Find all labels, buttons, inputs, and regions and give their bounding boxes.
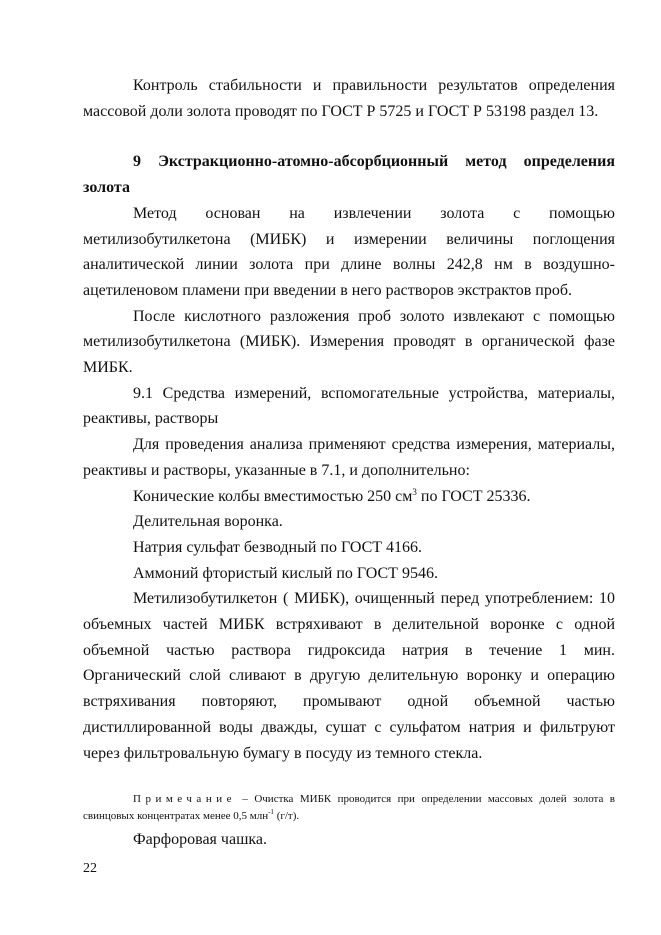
note: Примечание – Очистка МИБК проводится при определении массовых долей золота в свинцовых концентратах менее 0,5 млн$^{-1}$ (г/т). — [83, 793, 615, 823]
paragraph-quality-control: Контроль стабильности и правильности результатов определения массовой доли золота проводят по ГОСТ Р 5725 и ГОСТ Р 53198 раздел 13. — [83, 77, 615, 120]
subsection-heading-9-1: 9.1 Средства измерений, вспомогательные устройства, материалы, реактивы, растворы — [83, 384, 615, 428]
page-number: 22 — [83, 861, 97, 876]
list-item-ammonium-fluoride: Аммоний фтористый кислый по ГОСТ 9546. — [133, 564, 438, 582]
list-item-flasks: Конические колбы вместимостью 250 $см^3$ по ГОСТ 25336. — [133, 486, 531, 505]
paragraph-method-basis: Метод основан на извлечении золота с помощью метилизобутилкетона (МИБК) и измерении величины поглощения аналитической линии золота при длине волны 242,8 нм в воздушно-ацетиленовом пламени при введении в него растворов экстрактов проб. — [83, 204, 615, 299]
paragraph-instruments: Для проведения анализа применяют средства измерения, материалы, реактивы и растворы, указанные в 7.1, и дополнительно: — [83, 436, 615, 479]
section-heading-9: 9 Экстракционно-атомно-абсорбционный метод определения золота — [83, 153, 615, 197]
paragraph-extraction: После кислотного разложения проб золото извлекают с помощью метилизобутилкетона (МИБК). Измерения проводят в органической фазе МИБК. — [83, 307, 615, 377]
paragraph-mibk-purification: Метилизобутилкетон ( МИБК), очищенный перед употреблением: 10 объемных частей МИБК встряхивают в делительной воронке с одной объемной частью раствора гидроксида натрия в течение 1 мин. Органический слой сливают в другую делительную воронку и операцию встряхивания повторяют, промывают одной объемной частью дистиллированной воды дважды, сушат с сульфатом натрия и фильтруют через фильтровальную бумагу в посуду из темного стекла. — [83, 590, 615, 762]
list-item-sodium-sulfate: Натрия сульфат безводный по ГОСТ 4166. — [133, 538, 423, 556]
body-text — [83, 73, 615, 853]
list-item-porcelain-dish: Фарфоровая чашка. — [133, 831, 268, 849]
list-item-funnel: Делительная воронка. — [133, 513, 283, 531]
note-lead: Примечание — [133, 793, 236, 806]
